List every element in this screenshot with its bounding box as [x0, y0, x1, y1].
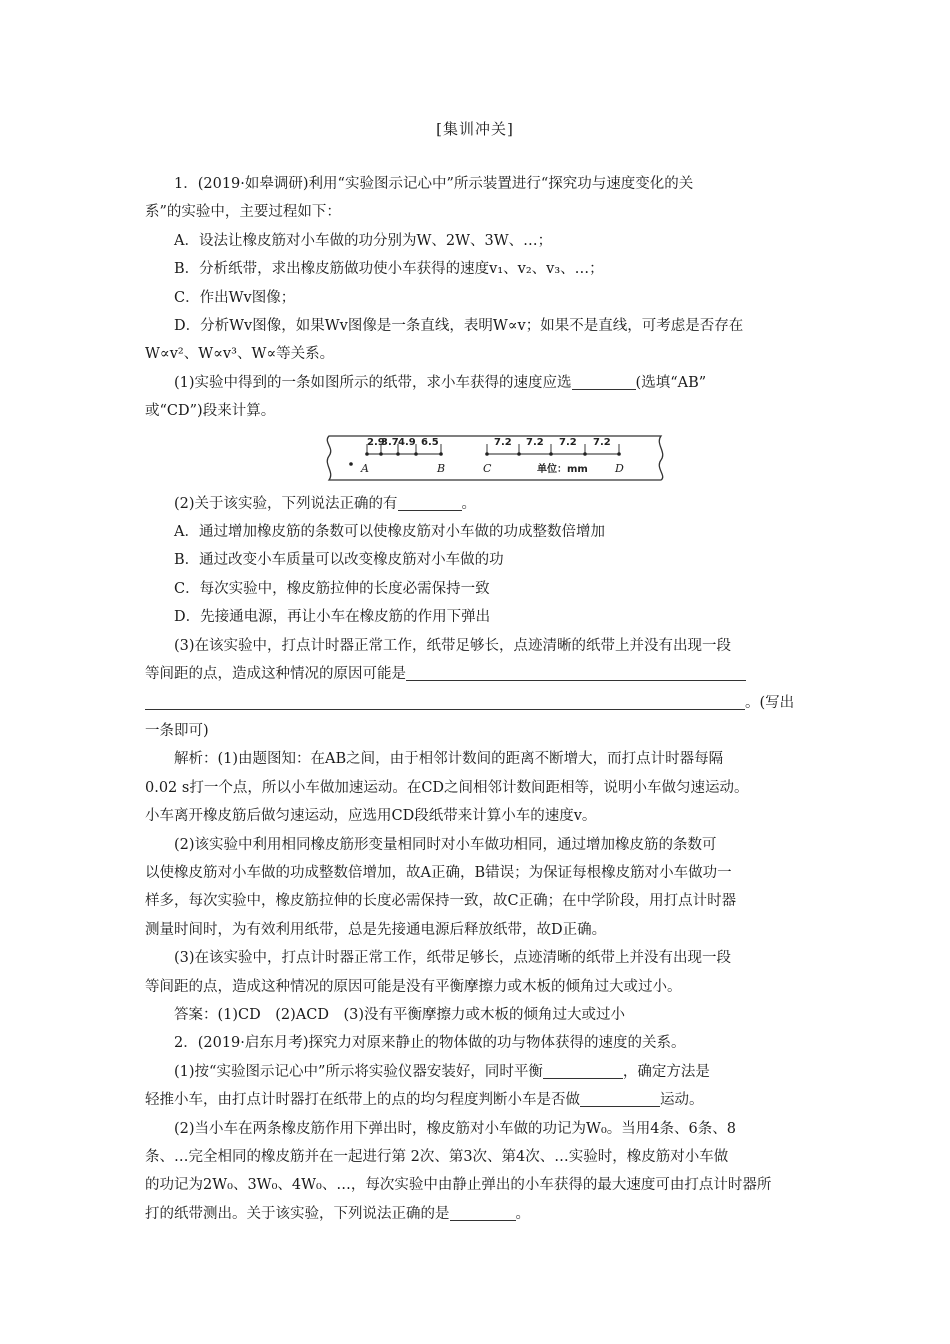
- analysis-3-line1: (3)在该实验中，打点计时器正常工作，纸带足够长，点迹清晰的纸带上并没有出现一段: [174, 950, 732, 967]
- q1-sub2-option-d: D．先接通电源，再让小车在橡皮筋的作用下弹出: [174, 609, 491, 626]
- q2-sub1-line2-suffix: 运动。: [660, 1092, 704, 1109]
- section-title: [集训冲关]: [436, 120, 514, 138]
- answer-line: 答案：(1)CD (2)ACD (3)没有平衡摩擦力或木板的倾角过大或过小: [174, 1006, 626, 1023]
- q2-sub1-prefix: (1)按“实验图示记心中”所示将实验仪器安装好，同时平衡: [174, 1063, 543, 1080]
- tape-label-8: 7.2: [593, 436, 611, 448]
- q1-sub2-option-c: C．每次实验中，橡皮筋拉伸的长度必需保持一致: [174, 580, 490, 597]
- tape-label-7: 7.2: [559, 436, 577, 448]
- analysis-2-line1: (2)该实验中利用相同橡皮筋形变量相同时对小车做功相同，通过增加橡皮筋的条数可: [174, 836, 717, 853]
- tape-point-c: C: [483, 461, 492, 475]
- q1-sub3-line3: [145, 689, 805, 717]
- tape-label-5: 7.2: [494, 436, 512, 448]
- tape-label-4: 6.5: [421, 436, 439, 448]
- tape-point-a: A: [361, 461, 369, 475]
- tape-label-3: 4.9: [398, 436, 416, 448]
- q1-sub2-option-a: A．通过增加橡皮筋的条数可以使橡皮筋对小车做的功成整数倍增加: [174, 524, 605, 541]
- q1-option-d-line1: D．分析Wv图像，如果Wv图像是一条直线，表明W∝v；如果不是直线，可考虑是否存在: [174, 318, 744, 335]
- paper-tape-diagram: [323, 432, 668, 484]
- q1-stem-line2: 系”的实验中，主要过程如下：: [145, 204, 341, 221]
- q2-sub2-line1: (2)当小车在两条橡皮筋作用下弹出时，橡皮筋对小车做的功记为W₀。当用4条、6条、8: [174, 1120, 736, 1137]
- q1-option-a: A．设法让橡皮筋对小车做的功分别为W、2W、3W、…；: [174, 232, 553, 249]
- analysis-1-line1: 解析：(1)由题图知：在AB之间，由于相邻计数间的距离不断增大，而打点计时器每隔: [174, 751, 724, 768]
- q2-stem: 2．(2019·启东月考)探究力对原来静止的物体做的功与物体获得的速度的关系。: [174, 1035, 686, 1052]
- q2-sub2-line2: 条、…完全相同的橡皮筋并在一起进行第 2次、第3次、第4次、…实验时，橡皮筋对小车做: [145, 1149, 729, 1165]
- tape-unit: 单位：mm: [537, 463, 588, 475]
- analysis-2-line4: 测量时间时，为有效利用纸带，总是先接通电源后释放纸带，故D正确。: [145, 921, 607, 938]
- q2-sub2-answer-blank[interactable]: [450, 1202, 516, 1221]
- tape-point-b: B: [437, 461, 446, 475]
- q1-sub2: [145, 490, 805, 518]
- paper-tape-figure: [145, 428, 805, 488]
- q1-sub2-option-b: B．通过改变小车质量可以改变橡皮筋对小车做的功: [174, 552, 504, 569]
- q1-sub1-line1: [145, 369, 805, 397]
- q1-option-d-line2: W∝v²、W∝v³、W∝等关系。: [145, 346, 335, 363]
- q2-sub2-line3: 的功记为2W₀、3W₀、4W₀、…，每次实验中由静止弹出的小车获得的最大速度可由打点计时器所: [145, 1177, 772, 1194]
- tape-label-1: 2.9: [367, 436, 385, 448]
- analysis-2-line3: 样多，每次实验中，橡皮筋拉伸的长度必需保持一致，故C正确；在中学阶段，用打点计时器: [145, 893, 737, 910]
- q1-sub3-suffix: 。(写出: [745, 694, 795, 711]
- q2-sub1-answer-blank-2[interactable]: [580, 1088, 660, 1107]
- tape-point-d: D: [615, 461, 624, 475]
- q1-sub3-line1: (3)在该实验中，打点计时器正常工作，纸带足够长，点迹清晰的纸带上并没有出现一段: [174, 637, 732, 654]
- tape-label-6: 7.2: [526, 436, 544, 448]
- q2-sub1-line2: [145, 1086, 805, 1114]
- q1-sub1-line2: 或“CD”)段来计算。: [145, 403, 276, 420]
- q1-stem-line1: 1．(2019·如皋调研)利用“实验图示记心中”所示装置进行“探究功与速度变化的关: [174, 176, 694, 192]
- q1-sub2-prefix: (2)关于该实验，下列说法正确的有: [174, 495, 398, 512]
- tape-label-2: 3.7: [381, 436, 399, 448]
- tape-dot: [349, 462, 353, 466]
- q1-sub3-prefix: 等间距的点，造成这种情况的原因可能是: [145, 666, 406, 683]
- q1-option-c: C．作出Wv图像；: [174, 289, 296, 306]
- q1-option-b: B．分析纸带，求出橡皮筋做功使小车获得的速度v₁、v₂、v₃、…；: [174, 261, 604, 278]
- question-content: [145, 170, 805, 1228]
- q2-sub1-line1: [145, 1058, 805, 1086]
- q1-sub1-answer-blank[interactable]: [572, 371, 636, 390]
- analysis-3-line2: 等间距的点，造成这种情况的原因可能是没有平衡摩擦力或木板的倾角过大或过小。: [145, 978, 682, 995]
- q1-sub3-answer-blank-1[interactable]: [406, 662, 746, 681]
- q2-sub2-suffix: 。: [515, 1205, 530, 1222]
- q1-sub3-answer-blank-2[interactable]: [145, 691, 745, 710]
- q2-sub1-mid: ，确定方法是: [622, 1063, 710, 1080]
- q1-sub2-answer-blank[interactable]: [398, 492, 462, 511]
- analysis-1-line2: 0.02 s打一个点，所以小车做加速运动。在CD之间相邻计数间距相等，说明小车做匀速运动。: [145, 779, 749, 796]
- q1-sub3-line2: [145, 660, 805, 688]
- q1-sub1-prefix: (1)实验中得到的一条如图所示的纸带，求小车获得的速度应选: [174, 374, 572, 391]
- analysis-2-line2: 以使橡皮筋对小车做的功成整数倍增加，故A正确，B错误；为保证每根橡皮筋对小车做功一: [145, 864, 732, 881]
- q1-sub1-suffix: (选填“AB”: [635, 374, 707, 391]
- q2-sub2-prefix: 打的纸带测出。关于该实验，下列说法正确的是: [145, 1205, 450, 1222]
- q2-sub1-answer-blank-1[interactable]: [543, 1060, 623, 1079]
- analysis-1-line3: 小车离开橡皮筋后做匀速运动，应选用CD段纸带来计算小车的速度v。: [145, 808, 597, 825]
- q1-sub3-line4: 一条即可): [145, 722, 209, 739]
- q2-sub2-line4: [145, 1200, 805, 1228]
- q2-sub1-line2-prefix: 轻推小车，由打点计时器打在纸带上的点的均匀程度判断小车是否做: [145, 1092, 580, 1109]
- q1-sub2-suffix: 。: [461, 495, 477, 512]
